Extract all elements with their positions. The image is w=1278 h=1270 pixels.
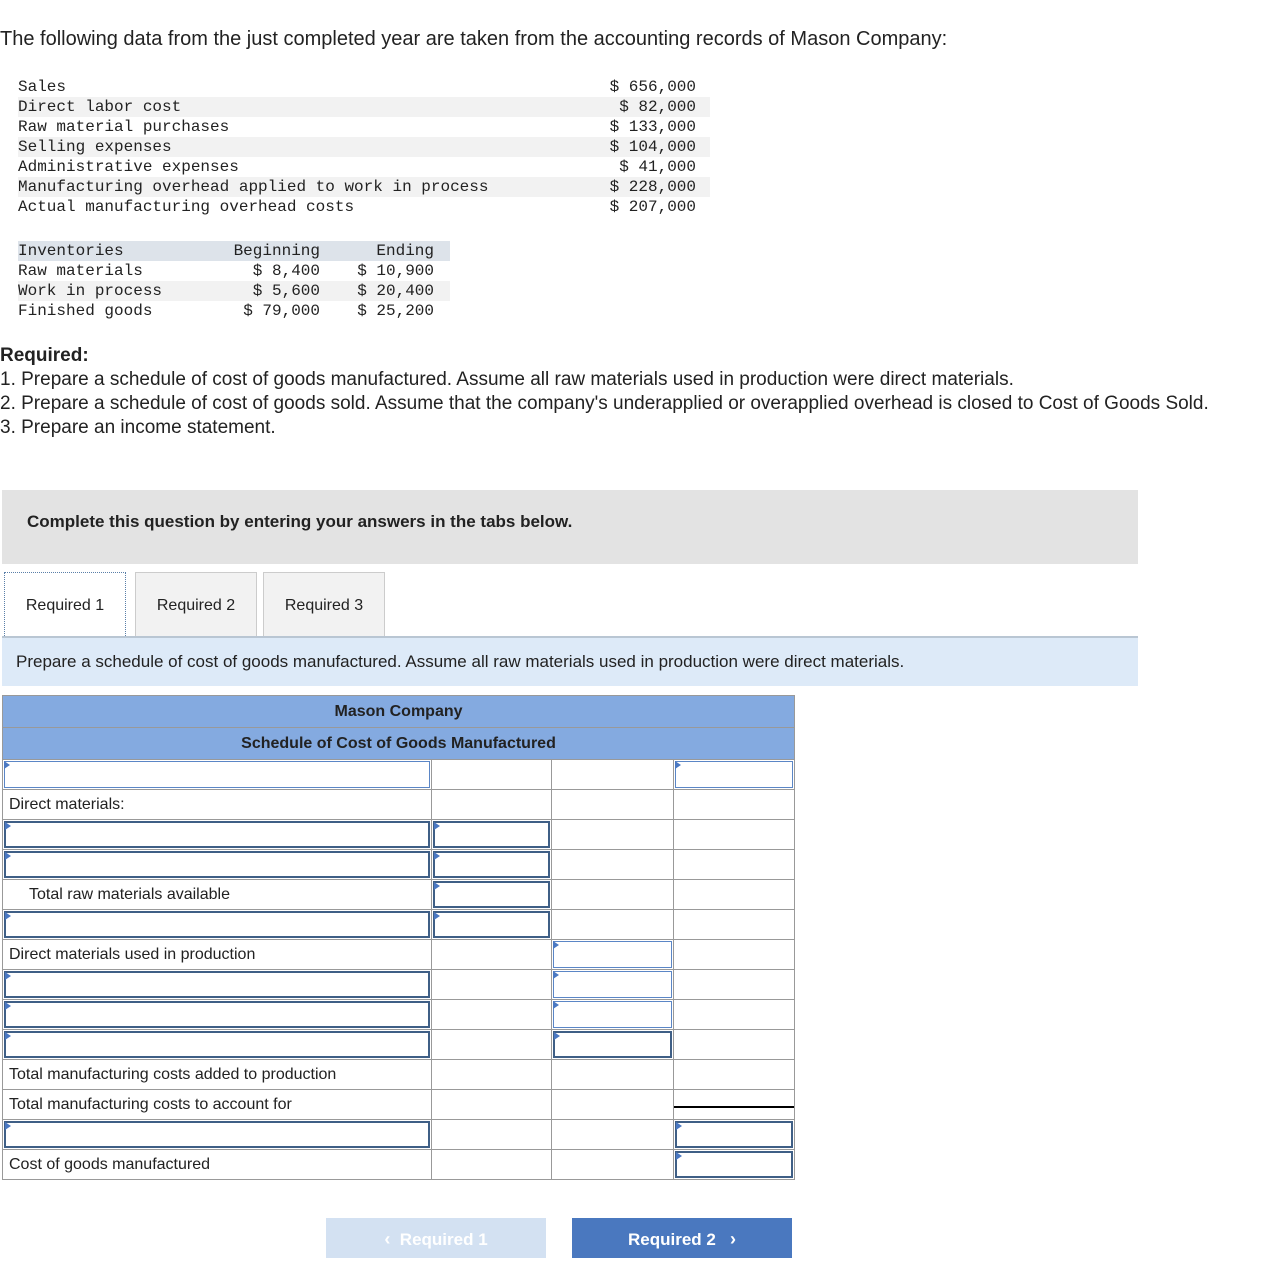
amount-input[interactable] xyxy=(553,971,672,998)
amount-input[interactable] xyxy=(675,761,793,788)
amount-input[interactable] xyxy=(433,821,550,848)
total-account-label: Total manufacturing costs to account for xyxy=(9,1096,292,1113)
amount-input[interactable] xyxy=(675,1121,793,1148)
data-row-label: Administrative expenses xyxy=(18,158,239,176)
tab-required-2[interactable]: Required 2 xyxy=(135,572,257,636)
data-row xyxy=(18,197,710,217)
total-underline xyxy=(674,1106,794,1108)
data-row-value: $ 104,000 xyxy=(609,138,696,156)
intro-text: The following data from the just completed year are taken from the accounting records of Mason Company: xyxy=(0,28,948,50)
next-button-label: Required 2 xyxy=(627,1230,716,1249)
inventory-row xyxy=(18,281,450,301)
data-row xyxy=(18,157,710,177)
data-row-value: $ 656,000 xyxy=(609,78,696,96)
inventory-row xyxy=(18,301,450,321)
data-row-value: $ 82,000 xyxy=(619,98,696,116)
instruction-banner xyxy=(2,490,1138,564)
data-row-label: Raw material purchases xyxy=(18,118,230,136)
data-row-label: Selling expenses xyxy=(18,138,172,156)
schedule-title: Schedule of Cost of Goods Manufactured xyxy=(3,728,795,760)
prev-button-label: Required 1 xyxy=(399,1230,488,1249)
dm-used-label: Direct materials used in production xyxy=(9,946,256,963)
amount-input[interactable] xyxy=(433,911,550,938)
inventory-name: Finished goods xyxy=(18,302,153,320)
total-raw-materials-label: Total raw materials available xyxy=(29,886,230,903)
required-title: Required: xyxy=(0,345,89,366)
label-input[interactable] xyxy=(4,971,430,998)
label-input[interactable] xyxy=(4,761,430,788)
amount-input[interactable] xyxy=(553,1001,672,1028)
label-input[interactable] xyxy=(4,821,430,848)
inventory-row xyxy=(18,261,450,281)
cogm-label: Cost of goods manufactured xyxy=(9,1156,211,1173)
data-row xyxy=(18,137,710,157)
tab-instruction xyxy=(2,638,1138,686)
amount-input[interactable] xyxy=(553,1031,672,1058)
inventory-ending: $ 25,200 xyxy=(357,302,434,320)
inventories-header xyxy=(18,241,450,261)
data-row-value: $ 228,000 xyxy=(609,178,696,196)
data-row xyxy=(18,117,710,137)
data-row-label: Direct labor cost xyxy=(18,98,182,116)
next-button[interactable] xyxy=(572,1218,792,1258)
amount-input[interactable] xyxy=(675,1151,793,1178)
label-input[interactable] xyxy=(4,1121,430,1148)
tab-required-3[interactable]: Required 3 xyxy=(263,572,385,636)
data-row xyxy=(18,177,710,197)
data-row-label: Sales xyxy=(18,78,67,96)
data-row xyxy=(18,97,710,117)
banner-text: Complete this question by entering your answers in the tabs below. xyxy=(27,512,573,531)
label-input[interactable] xyxy=(4,911,430,938)
inventory-beginning: $ 5,600 xyxy=(252,282,320,300)
required-item-3: 3. Prepare an income statement. xyxy=(0,417,276,438)
inventory-name: Raw materials xyxy=(18,262,143,280)
inventory-beginning: $ 8,400 xyxy=(252,262,320,280)
tab-instruction-text: Prepare a schedule of cost of goods manufactured. Assume all raw materials used in production were direct materials. xyxy=(16,652,905,671)
label-input[interactable] xyxy=(4,851,430,878)
amount-input[interactable] xyxy=(433,851,550,878)
inventory-ending: $ 20,400 xyxy=(357,282,434,300)
inventory-beginning: $ 79,000 xyxy=(243,302,320,320)
schedule-company: Mason Company xyxy=(3,696,795,728)
required-item-1: 1. Prepare a schedule of cost of goods manufactured. Assume all raw materials used in production were direct materials. xyxy=(0,369,1014,390)
ending-header: Ending xyxy=(376,242,434,260)
amount-input[interactable] xyxy=(433,881,550,908)
direct-materials-label: Direct materials: xyxy=(9,796,125,813)
required-section xyxy=(0,344,1270,440)
data-row xyxy=(18,77,710,97)
required-item-2: 2. Prepare a schedule of cost of goods sold. Assume that the company's underapplied or overapplied overhead is closed to Cost of Goods Sold. xyxy=(0,393,1209,414)
inventories-header-label: Inventories xyxy=(18,242,124,260)
chevron-left-icon: ‹ xyxy=(384,1229,391,1249)
label-input[interactable] xyxy=(4,1001,430,1028)
label-input[interactable] xyxy=(4,1031,430,1058)
data-row-value: $ 207,000 xyxy=(609,198,696,216)
tab-required-1[interactable]: Required 1 xyxy=(4,572,126,636)
data-row-value: $ 41,000 xyxy=(619,158,696,176)
beginning-header: Beginning xyxy=(233,242,320,260)
inventory-name: Work in process xyxy=(18,282,163,300)
chevron-right-icon: › xyxy=(730,1229,737,1249)
inventory-ending: $ 10,900 xyxy=(357,262,434,280)
data-row-label: Actual manufacturing overhead costs xyxy=(18,198,355,216)
total-added-label: Total manufacturing costs added to production xyxy=(9,1066,337,1083)
amount-input[interactable] xyxy=(553,941,672,968)
data-row-value: $ 133,000 xyxy=(609,118,696,136)
prev-button[interactable] xyxy=(326,1218,546,1258)
data-row-label: Manufacturing overhead applied to work in process xyxy=(18,178,489,196)
